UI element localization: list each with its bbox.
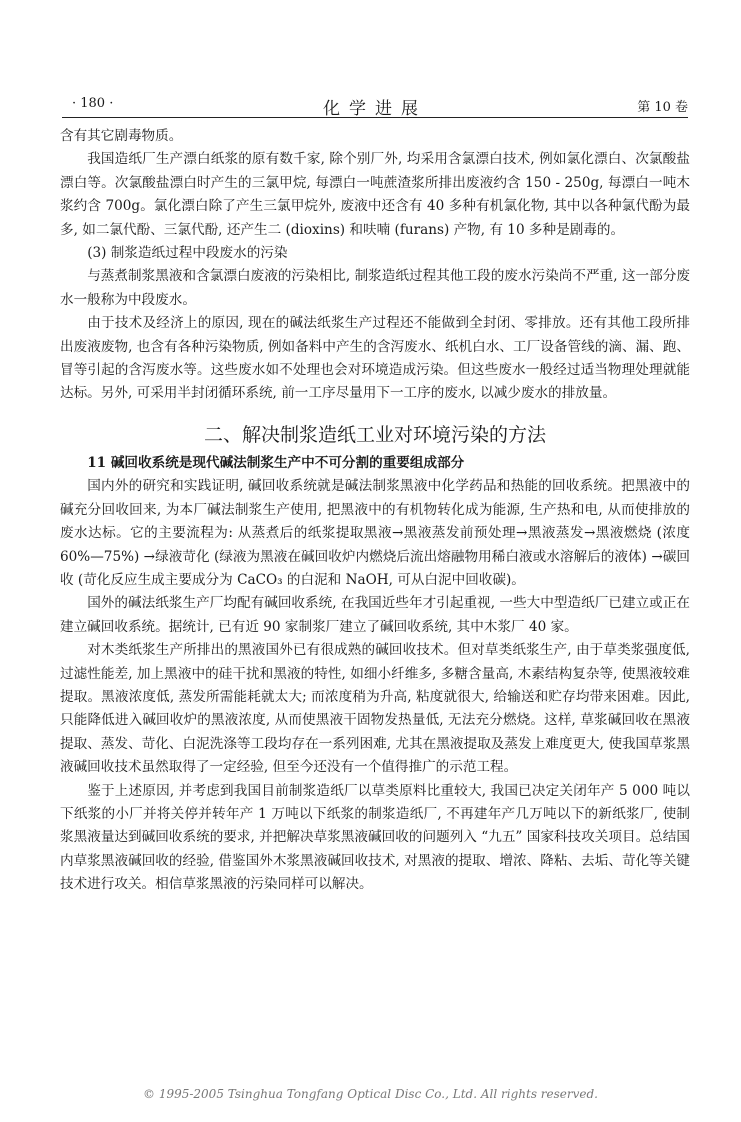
paragraph-8: 鉴于上述原因, 并考虑到我国目前制浆造纸厂以草类原料比重较大, 我国已决定关闭年产 5 000 吨以下纸浆的小厂并将关停并转年产 1 万吨以下纸浆的制浆造纸厂, 不再建年产几万吨以下的新纸浆厂, 使制浆黑液量达到碱回收系统的要求, 并把解决草浆黑液碱回收的问题列入 “九五” 国家科技攻关项目。总结国内草浆黑液碱回收的经验, 借鉴国外木浆黑液碱回收技术, 对黑液的提取、增浓、降粘、去垢、苛化等关键技术进行攻关。相信草浆黑液的污染同样可以解决。	[60, 782, 690, 893]
paragraph-3: 与蒸煮制浆黑液和含氯漂白废液的污染相比, 制浆造纸过程其他工段的废水污染尚不严重, 这一部分废水一般称为中段废水。	[60, 268, 690, 308]
section-title: 二、解决制浆造纸工业对环境污染的方法	[203, 423, 546, 446]
paragraph-4: 由于技术及经济上的原因, 现在的碱法纸浆生产过程还不能做到全封闭、零排放。还有其他工段所排出废液废物, 也含有各种污染物质, 例如备料中产生的含泻废水、纸机白水、工厂设备管线的滴、漏、跑、冒等引起的含泻废水等。这些废水如不处理也会对环境造成污染。但这些废水一般经过适当物理处理就能达标。另外, 可采用半封闭循环系统, 前一工序尽量用下一工序的废水, 以减少废水的排放量。	[60, 315, 690, 402]
paragraph-6: 国外的碱法纸浆生产厂均配有碱回收系统, 在我国近些年才引起重视, 一些大中型造纸厂已建立或正在建立碱回收系统。据统计, 已有近 90 家制浆厂建立了碱回收系统, 其中木浆厂 40 家。	[60, 595, 690, 635]
volume-label: 第 10 卷	[637, 100, 688, 115]
journal-title: 化学进展	[323, 99, 427, 119]
copyright-footer: © 1995-2005 Tsinghua Tongfang Optical Disc Co., Ltd. All rights reserved.	[143, 1087, 598, 1101]
paragraph-2: 我国造纸厂生产漂白纸浆的原有数千家, 除个别厂外, 均采用含氯漂白技术, 例如氯化漂白、次氯酸盐漂白等。次氯酸盐漂白时产生的三氯甲烷, 每漂白一吨蔗渣浆所排出废液约含 150 - 250g, 每漂白一吨木浆约含 700g。氯化漂白除了产生三氯甲烷外, 废液中还含有 40 多种有机氯化物, 其中以各种氯代酚为最多, 如二氯代酚、三氯代酚, 还产生二 (dioxins) 和呋喃 (furans) 产物, 有 10 多种是剧毒的。	[60, 151, 690, 238]
paragraph-7: 对木类纸浆生产所排出的黑液国外已有很成熟的碱回收技术。但对草类纸浆生产, 由于草类浆强度低, 过滤性能差, 加上黑液中的硅干扰和黑液的特性, 如细小纤维多, 多糖含量高, 木素结构复杂等, 使黑液较难提取。黑液浓度低, 蒸发所需能耗就太大; 而浓度稍为升高, 粘度就很大, 给输送和贮存均带来困难。因此, 只能降低进入碱回收炉的黑液浓度, 从而使黑液干固物发热量低, 无法充分燃烧。这样, 草浆碱回收在黑液提取、蒸发、苛化、白泥洗涤等工段均存在一系列困难, 尤其在黑液提取及蒸发上难度更大, 使我国草浆黑液碱回收技术虽然取得了一定经验, 但至今还没有一个值得推广的示范工程。	[60, 642, 690, 776]
paragraph-1: 含有其它剧毒物质。	[60, 128, 183, 144]
subheading-3: (3) 制浆造纸过程中段废水的污染	[87, 245, 288, 262]
header-rule	[62, 117, 688, 118]
subsection-title: 11 碱回收系统是现代碱法制浆生产中不可分割的重要组成部分	[87, 454, 465, 471]
paragraph-5: 国内外的研究和实践证明, 碱回收系统就是碱法制浆黑液中化学药品和热能的回收系统。把黑液中的碱充分回收回来, 为本厂碱法制浆生产使用, 把黑液中的有机物转化成为能源, 生产热和电, 从而使排放的废水达标。它的主要流程为: 从蒸煮后的纸浆提取黑液→黑液蒸发前预处理→黑液蒸发→黑液燃烧 (浓度 60%—75%) →绿液苛化 (绿液为黑液在碱回收炉内燃烧后流出熔融物用稀白液或水溶解后的液体) →碳回收 (苛化反应生成主要成分为 CaCO₃ 的白泥和 NaOH, 可从白泥中回收碳)。	[60, 478, 690, 588]
running-header	[62, 94, 688, 119]
article-body	[60, 125, 690, 897]
page-number: · 180 ·	[72, 96, 114, 111]
